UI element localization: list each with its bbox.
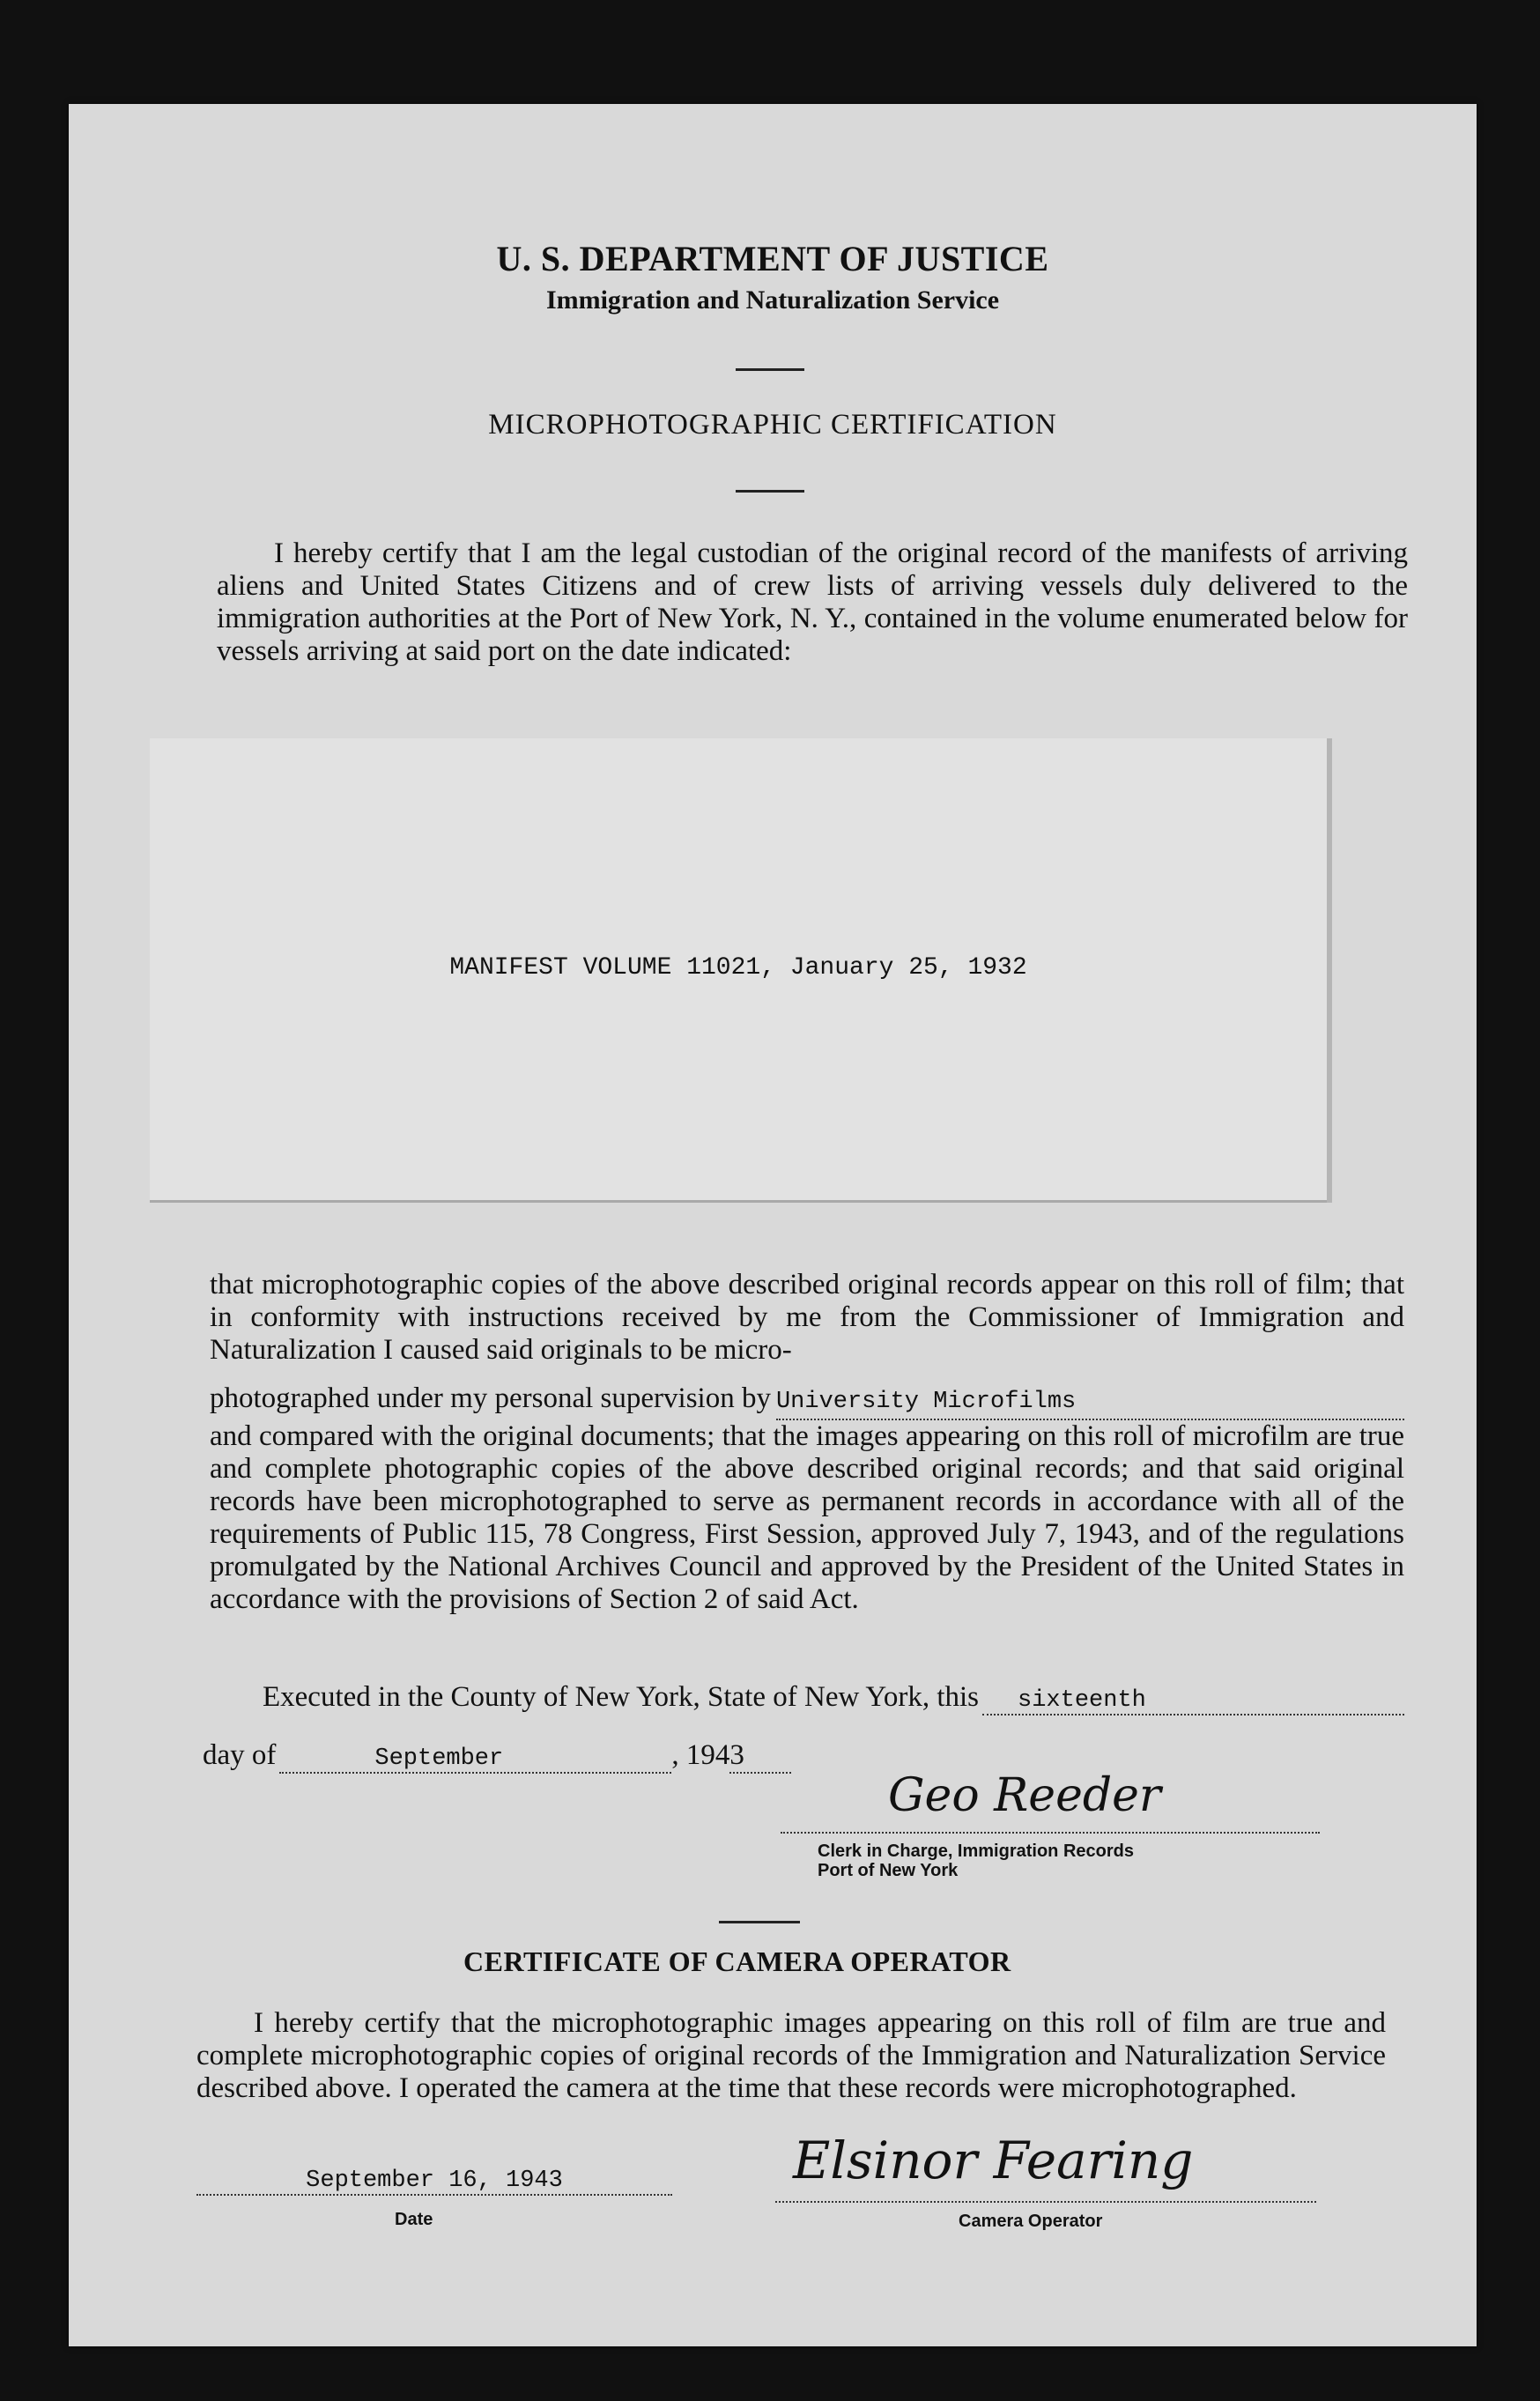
year-field [729,1739,791,1774]
operator-label: Camera Operator [959,2212,1103,2231]
manifest-label: MANIFEST VOLUME 11021, January 25, 1932 [449,954,1027,982]
operator-signature: Elsinor Fearing [793,2131,1194,2190]
header-divider [736,368,804,371]
body-text-rest: and compared with the original documents; that the images appearing on this roll of microfilm are true and complete photographic copies of the above described original records; and that said original records have been microphotographed to serve as permanent records in accordance with all of the requirements of Public 115, 78 Congress, First Session, approved July 7, 1943, and of the regulations promulgated by the National Archives Council and approved by the President of the United States in accordance with the provisions of Section 2 of said Act. [210,1420,1404,1615]
day-of-label: day of [203,1739,277,1771]
year-prefix: , 194 [671,1739,730,1771]
execution-line [263,1681,1404,1716]
clerk-title-line2: Port of New York [818,1861,959,1880]
supervisor-field [776,1382,1404,1420]
certification-title: MICROPHOTOGRAPHIC CERTIFICATION [488,409,1057,441]
body-text-start: that microphotographic copies of the above described original records appear on this roll of film; that in conformity with instructions received by me from the Commissioner of Immigration and Naturalization I caused said originals to be micro- [210,1269,1404,1366]
clerk-signature: Geo Reeder [888,1769,1161,1822]
camera-heading: CERTIFICATE OF CAMERA OPERATOR [463,1945,1011,1977]
camera-date-label: Date [395,2210,433,2229]
camera-paragraph [196,2007,1386,2105]
execution-prefix: Executed in the County of New York, State of New York, this [263,1681,980,1713]
month-value: September [374,1745,504,1772]
intro-text: I hereby certify that I am the legal custodian of the original record of the manifests of arriving aliens and United States Citizens and of crew lists of arriving vessels duly delivered to the immigration authorities at the Port of New York, N. Y., contained in the volume enumerated below for vessels arriving at said port on the date indicated: [217,537,1408,667]
day-value: sixteenth [1018,1687,1146,1714]
date-line [203,1739,791,1774]
camera-text: I hereby certify that the microphotographic images appearing on this roll of film are true and complete microphotographic copies of original records of the Immigration and Naturalization Service described above. I operated the camera at the time that these records were microphotographed. [196,2007,1386,2104]
camera-divider [719,1921,800,1923]
operator-signature-line [775,2201,1316,2203]
clerk-title [818,1842,1134,1880]
intro-paragraph [217,537,1408,668]
department-title: U. S. DEPARTMENT OF JUSTICE [496,239,1049,278]
manifest-slip [150,738,1327,1203]
day-field [982,1681,1404,1716]
date-field [196,2168,672,2196]
service-subtitle: Immigration and Naturalization Service [545,285,1000,315]
clerk-title-line1: Clerk in Charge, Immigration Records [818,1842,1134,1861]
supervision-prefix: photographed under my personal supervision by [210,1382,771,1414]
camera-date-value: September 16, 1943 [306,2168,563,2194]
supervisor-value: University Microfilms [775,1389,1077,1415]
year-digit: 3 [729,1739,744,1771]
month-field [279,1739,671,1774]
title-divider [736,490,804,493]
supervision-line [210,1382,1404,1420]
body-paragraph [210,1269,1404,1616]
clerk-signature-line [781,1832,1320,1834]
certificate-page [69,104,1477,2346]
